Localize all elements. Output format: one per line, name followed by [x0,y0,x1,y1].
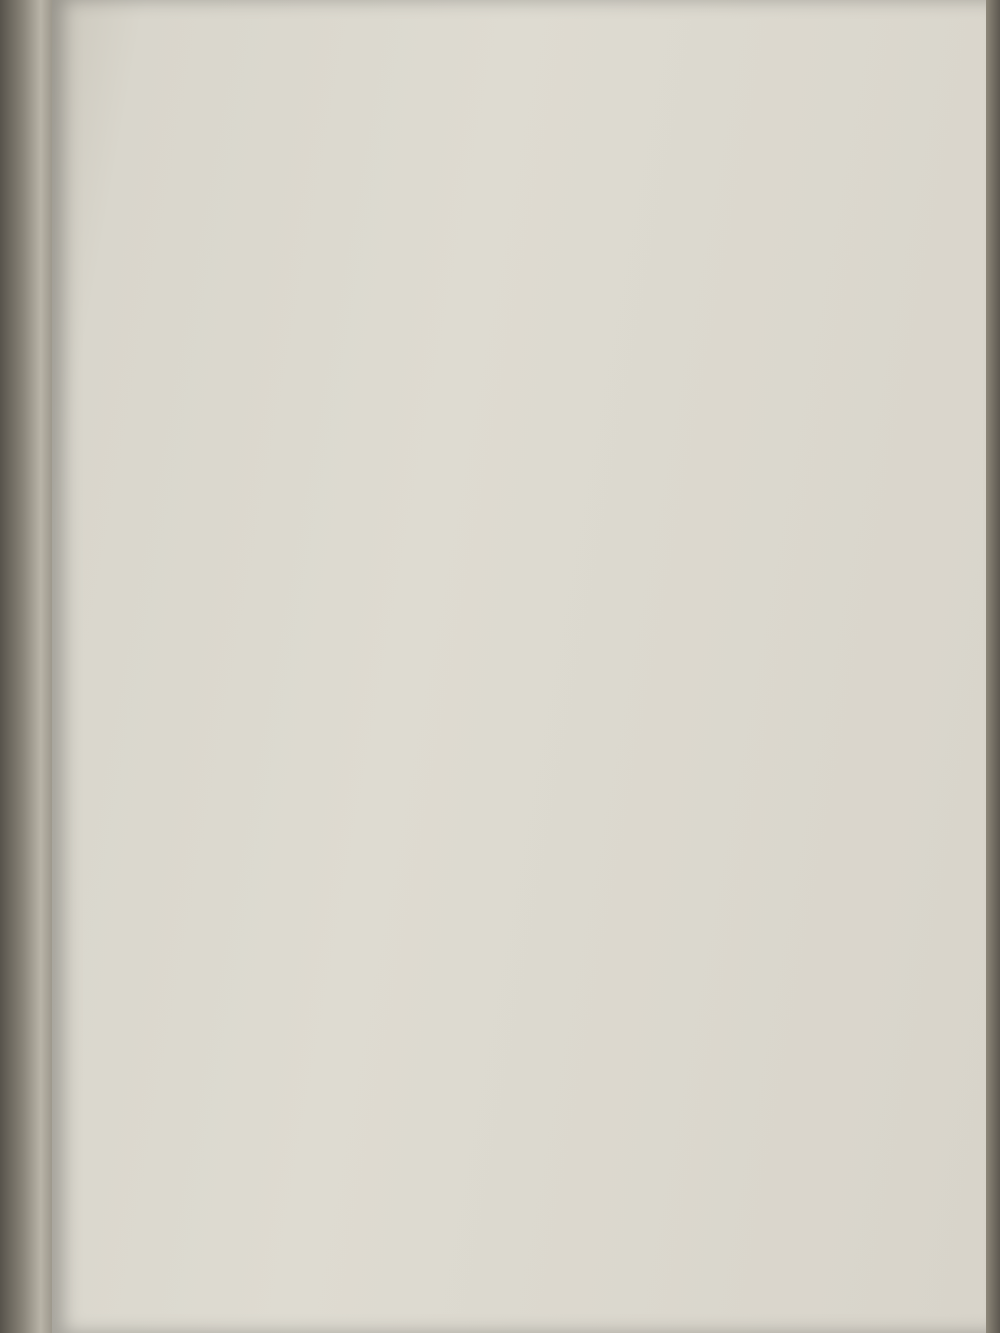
book-page [52,0,990,1333]
book-spine-edge [0,0,58,1333]
page-right-edge [986,0,1000,1333]
